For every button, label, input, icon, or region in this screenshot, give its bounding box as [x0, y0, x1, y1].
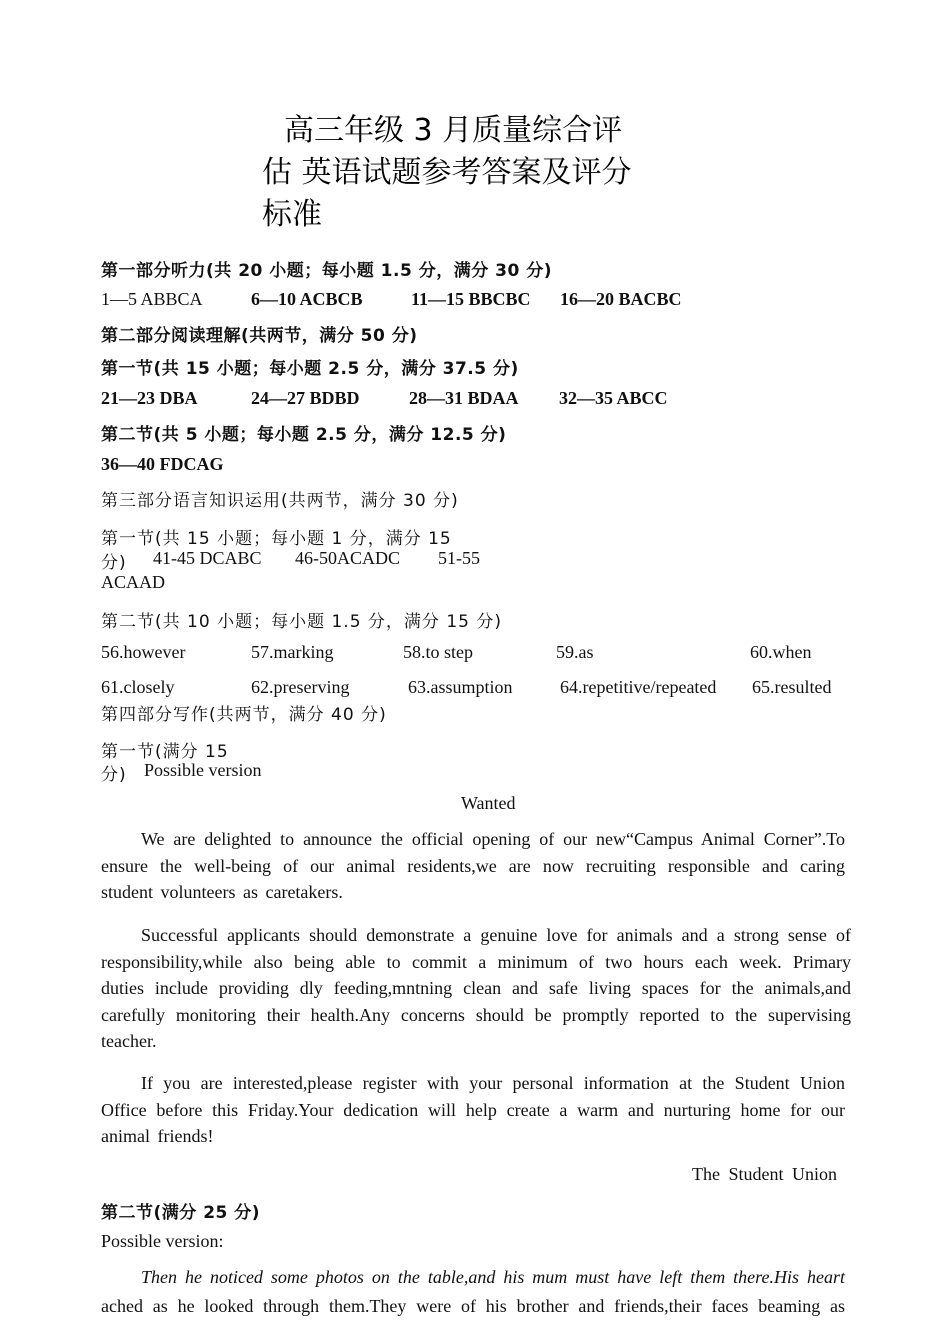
letter-paragraph: Successful applicants should demonstrate a genuine love for animals and a strong sense of responsibility,while also being able to commit a minimum of two hours each week. Primary duties include providing dly feeding,mntning clean and safe living spaces for the animals,and carefully monitoring their health.Any concerns should be promptly reported to the supervising teacher. — [101, 925, 851, 1051]
part2-section2-heading: 第二节(共 5 小题；每小题 2.5 分，满分 12.5 分) — [101, 425, 507, 445]
answer-group: 16—20 BACBC — [560, 289, 682, 309]
answer-item: 57.marking — [251, 642, 334, 662]
part3-heading: 第三部分语言知识运用(共两节，满分 30 分) — [101, 491, 459, 511]
answer-group: 21—23 DBA — [101, 388, 198, 408]
answer-group: 28—31 BDAA — [409, 388, 519, 408]
possible-version-label: Possible version — [144, 760, 262, 780]
answer-group: 11—15 BBCBC — [411, 289, 531, 309]
letter-title: Wanted — [461, 793, 516, 813]
title-line-2: 估 英语试题参考答案及评分 — [262, 155, 632, 190]
part2-section1-heading: 第一节(共 15 小题；每小题 2.5 分，满分 37.5 分) — [101, 359, 519, 379]
document-title — [262, 110, 682, 236]
title-line-1: 高三年级 3 月质量综合评 — [284, 113, 623, 148]
answer-group: 51-55 — [438, 548, 480, 568]
part4-section2-heading: 第二节(满分 25 分) — [101, 1203, 261, 1223]
letter-paragraph: We are delighted to announce the official opening of our new“Campus Animal Corner”.To ensure the well-being of our animal residents,we are now recruiting responsible and caring student volunteers as caretakers. — [101, 829, 845, 902]
answer-group: ACAAD — [101, 572, 166, 592]
answer-group: 46-50ACADC — [295, 548, 401, 568]
title-line-3: 标准 — [262, 197, 322, 232]
answer-item: 64.repetitive/repeated — [560, 677, 717, 697]
part3-section1-heading-cont: 分) — [101, 553, 127, 573]
story-line-italic: Then he noticed some photos on the table,and his mum must have left them there.His heart — [141, 1267, 845, 1287]
answer-item: 60.when — [750, 642, 812, 662]
answer-item: 61.closely — [101, 677, 175, 697]
part2-heading: 第二部分阅读理解(共两节，满分 50 分) — [101, 326, 418, 346]
part4-heading: 第四部分写作(共两节，满分 40 分) — [101, 705, 387, 725]
possible-version-label: Possible version: — [101, 1231, 224, 1251]
part4-section1-heading: 第一节(满分 15 — [101, 742, 229, 762]
part3-section1-heading: 第一节(共 15 小题；每小题 1 分，满分 15 — [101, 529, 452, 549]
part4-section1-heading-cont: 分) — [101, 765, 127, 785]
answer-group: 1—5 ABBCA — [101, 289, 203, 309]
answer-item: 62.preserving — [251, 677, 350, 697]
answer-group: 32—35 ABCC — [559, 388, 668, 408]
answer-item: 58.to step — [403, 642, 473, 662]
answer-item: 63.assumption — [408, 677, 513, 697]
letter-paragraph: If you are interested,please register with your personal information at the Student Union Office before this Friday.Your dedication will help create a warm and nurturing home for our animal friends! — [101, 1073, 845, 1146]
answer-item: 59.as — [556, 642, 594, 662]
answer-item: 56.however — [101, 642, 186, 662]
letter-signature: The Student Union — [692, 1164, 837, 1184]
answer-group: 24—27 BDBD — [251, 388, 360, 408]
answer-group: 41-45 DCABC — [153, 548, 262, 568]
answer-item: 65.resulted — [752, 677, 832, 697]
part3-section2-heading: 第二节(共 10 小题；每小题 1.5 分，满分 15 分) — [101, 612, 502, 632]
story-line: ached as he looked through them.They were of his brother and friends,their faces beaming as — [101, 1296, 845, 1316]
answer-group: 36—40 FDCAG — [101, 454, 224, 474]
answer-group: 6—10 ACBCB — [251, 289, 363, 309]
part1-heading: 第一部分听力(共 20 小题；每小题 1.5 分，满分 30 分) — [101, 261, 552, 281]
